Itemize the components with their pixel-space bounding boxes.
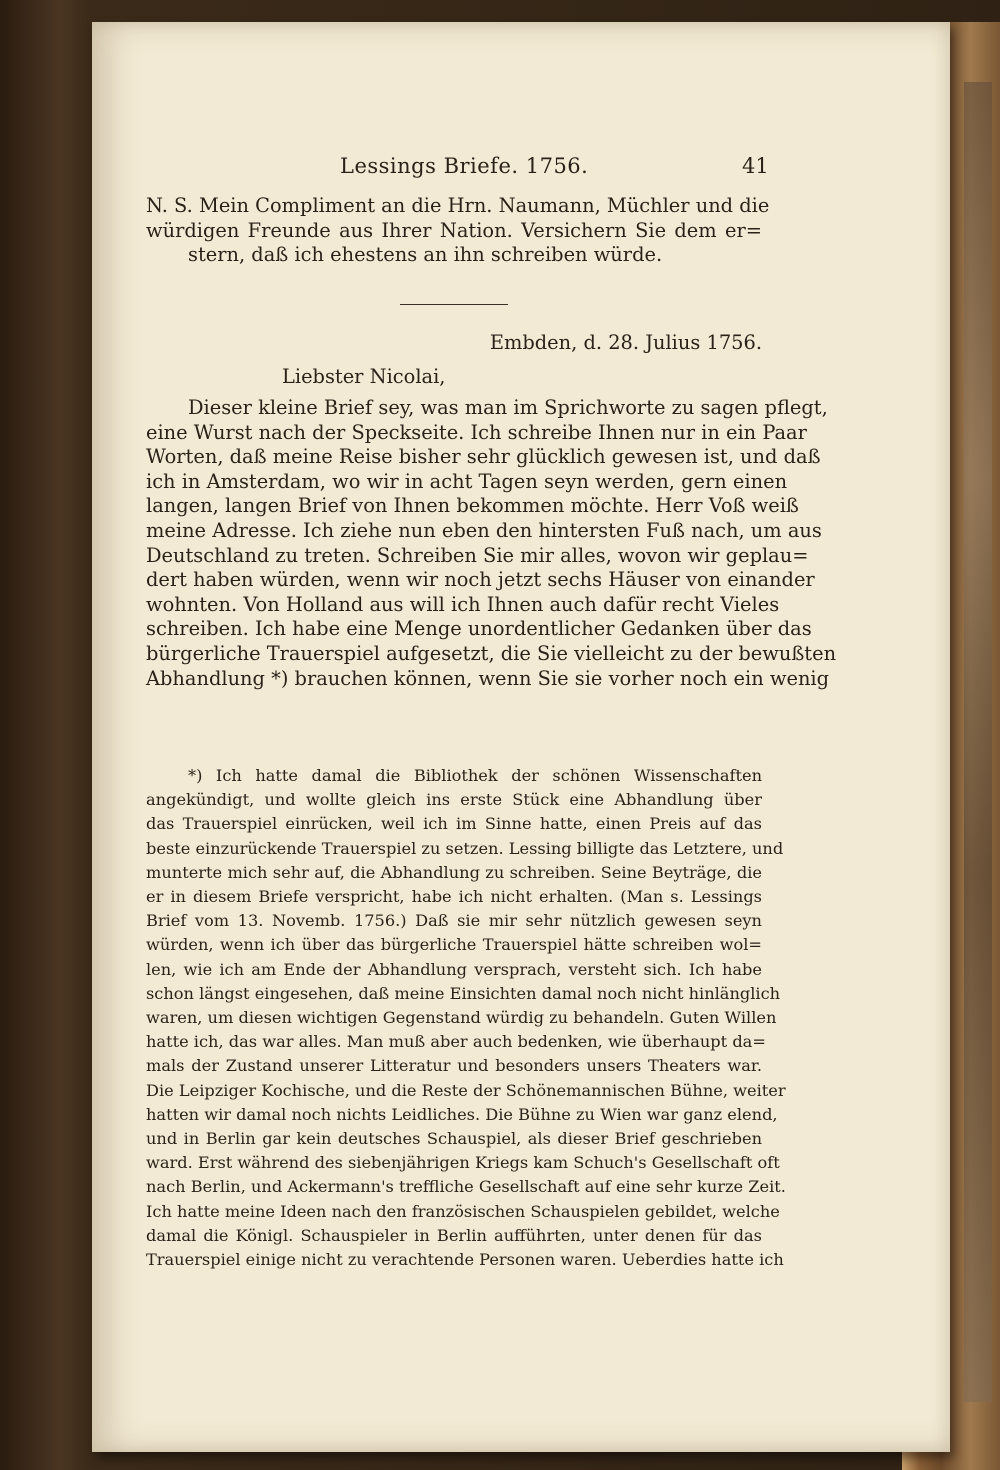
text-line: ich in Amsterdam, wo wir in acht Tagen seyn werden, gern einen: [146, 469, 788, 493]
footnote-line: und in Berlin gar kein deutsches Schauspiel, als dieser Brief geschrieben: [146, 1129, 762, 1149]
text-line: dert haben würden, wenn wir noch jetzt sechs Häuser von einander: [146, 568, 815, 592]
previous-letter-end: [146, 194, 770, 268]
footnote-line: *) Ich hatte damal die Bibliothek der schönen Wissenschaften: [188, 766, 762, 785]
main-text: [146, 194, 837, 691]
text-line: schreiben. Ich habe eine Menge unordentlicher Gedanken über das: [146, 617, 812, 641]
text-line: langen, langen Brief von Ihnen bekommen möchte. Herr Voß weiß: [146, 494, 799, 518]
footnote-line: damal die Königl. Schauspieler in Berlin aufführten, unter denen für das: [146, 1225, 762, 1245]
text-line: stern, daß ich ehestens an ihn schreiben würde.: [188, 243, 663, 267]
footnote-line: hatte ich, das war alles. Man muß aber auch bedenken, wie überhaupt da=: [146, 1032, 766, 1052]
page-header: [92, 152, 950, 182]
text-line: eine Wurst nach der Speckseite. Ich schreibe Ihnen nur in ein Paar: [146, 420, 807, 444]
footnote-line: nach Berlin, und Ackermann's treffliche Gesellschaft auf eine sehr kurze Zeit.: [146, 1177, 786, 1197]
letter-body: [146, 395, 837, 691]
text-line: Worten, daß meine Reise bisher sehr glücklich gewesen ist, und daß: [146, 445, 821, 469]
running-head: Lessings Briefe. 1756.: [340, 154, 589, 178]
footnote-line: Trauerspiel einige nicht zu verachtende Personen waren. Ueberdies hatte ich: [146, 1250, 784, 1270]
footnote-line: beste einzurückende Trauerspiel zu setzen. Lessing billigte das Letztere, und: [146, 838, 784, 858]
section-divider: [400, 304, 508, 305]
text-line: N. S. Mein Compliment an die Hrn. Naumann, Müchler und die: [146, 194, 770, 217]
footnote-line: hatten wir damal noch nichts Leidliches. Die Bühne zu Wien war ganz elend,: [146, 1104, 778, 1124]
footnote-line: Ich hatte meine Ideen nach den französischen Schauspielen gebildet, welche: [146, 1201, 780, 1221]
footnote-line: Brief vom 13. Novemb. 1756.) Daß sie mir sehr nützlich gewesen seyn: [146, 911, 762, 931]
footnote-line: er in diesem Briefe verspricht, habe ich nicht erhalten. (Man s. Lessings: [146, 887, 762, 907]
footnote-line: waren, um diesen wichtigen Gegenstand würdig zu behandeln. Guten Willen: [146, 1008, 777, 1028]
footnote-line: munterte mich sehr auf, die Abhandlung zu schreiben. Seine Beyträge, die: [146, 862, 762, 882]
footnote-line: schon längst eingesehen, daß meine Einsichten damal noch nicht hinlänglich: [146, 983, 781, 1003]
footnote-line: würden, wenn ich über das bürgerliche Trauerspiel hätte schreiben wol=: [146, 935, 762, 955]
footnote: [146, 764, 786, 1272]
book-page: [92, 22, 950, 1452]
text-line: meine Adresse. Ich ziehe nun eben den hintersten Fuß nach, um aus: [146, 518, 822, 542]
text-line: Abhandlung *) brauchen können, wenn Sie sie vorher noch ein wenig: [146, 666, 830, 690]
footnote-line: das Trauerspiel einrücken, weil ich im Sinne hatte, einen Preis auf das: [146, 814, 762, 834]
footnote-line: ward. Erst während des siebenjährigen Kriegs kam Schuch's Gesellschaft oft: [146, 1153, 780, 1173]
text-line: wohnten. Von Holland aus will ich Ihnen auch dafür recht Vieles: [146, 592, 780, 616]
text-line: würdigen Freunde aus Ihrer Nation. Versichern Sie dem er=: [146, 218, 762, 242]
footnote-line: Die Leipziger Kochische, und die Reste der Schönemannischen Bühne, weiter: [146, 1080, 786, 1100]
letter-salutation: Liebster Nicolai,: [282, 365, 446, 389]
page-number: 41: [742, 154, 769, 178]
text-line: bürgerliche Trauerspiel aufgesetzt, die Sie vielleicht zu der bewußten: [146, 641, 837, 665]
letter-dateline: Embden, d. 28. Julius 1756.: [489, 330, 762, 354]
footnote-line: len, wie ich am Ende der Abhandlung versprach, versteht sich. Ich habe: [146, 959, 762, 979]
text-line: Deutschland zu treten. Schreiben Sie mir alles, wovon wir geplau=: [146, 543, 809, 567]
footnote-line: angekündigt, und wollte gleich ins erste Stück eine Abhandlung über: [146, 790, 762, 810]
text-line: Dieser kleine Brief sey, was man im Sprichworte zu sagen pflegt,: [188, 395, 828, 419]
footnote-line: mals der Zustand unserer Litteratur und besonders unsers Theaters war.: [146, 1056, 762, 1076]
